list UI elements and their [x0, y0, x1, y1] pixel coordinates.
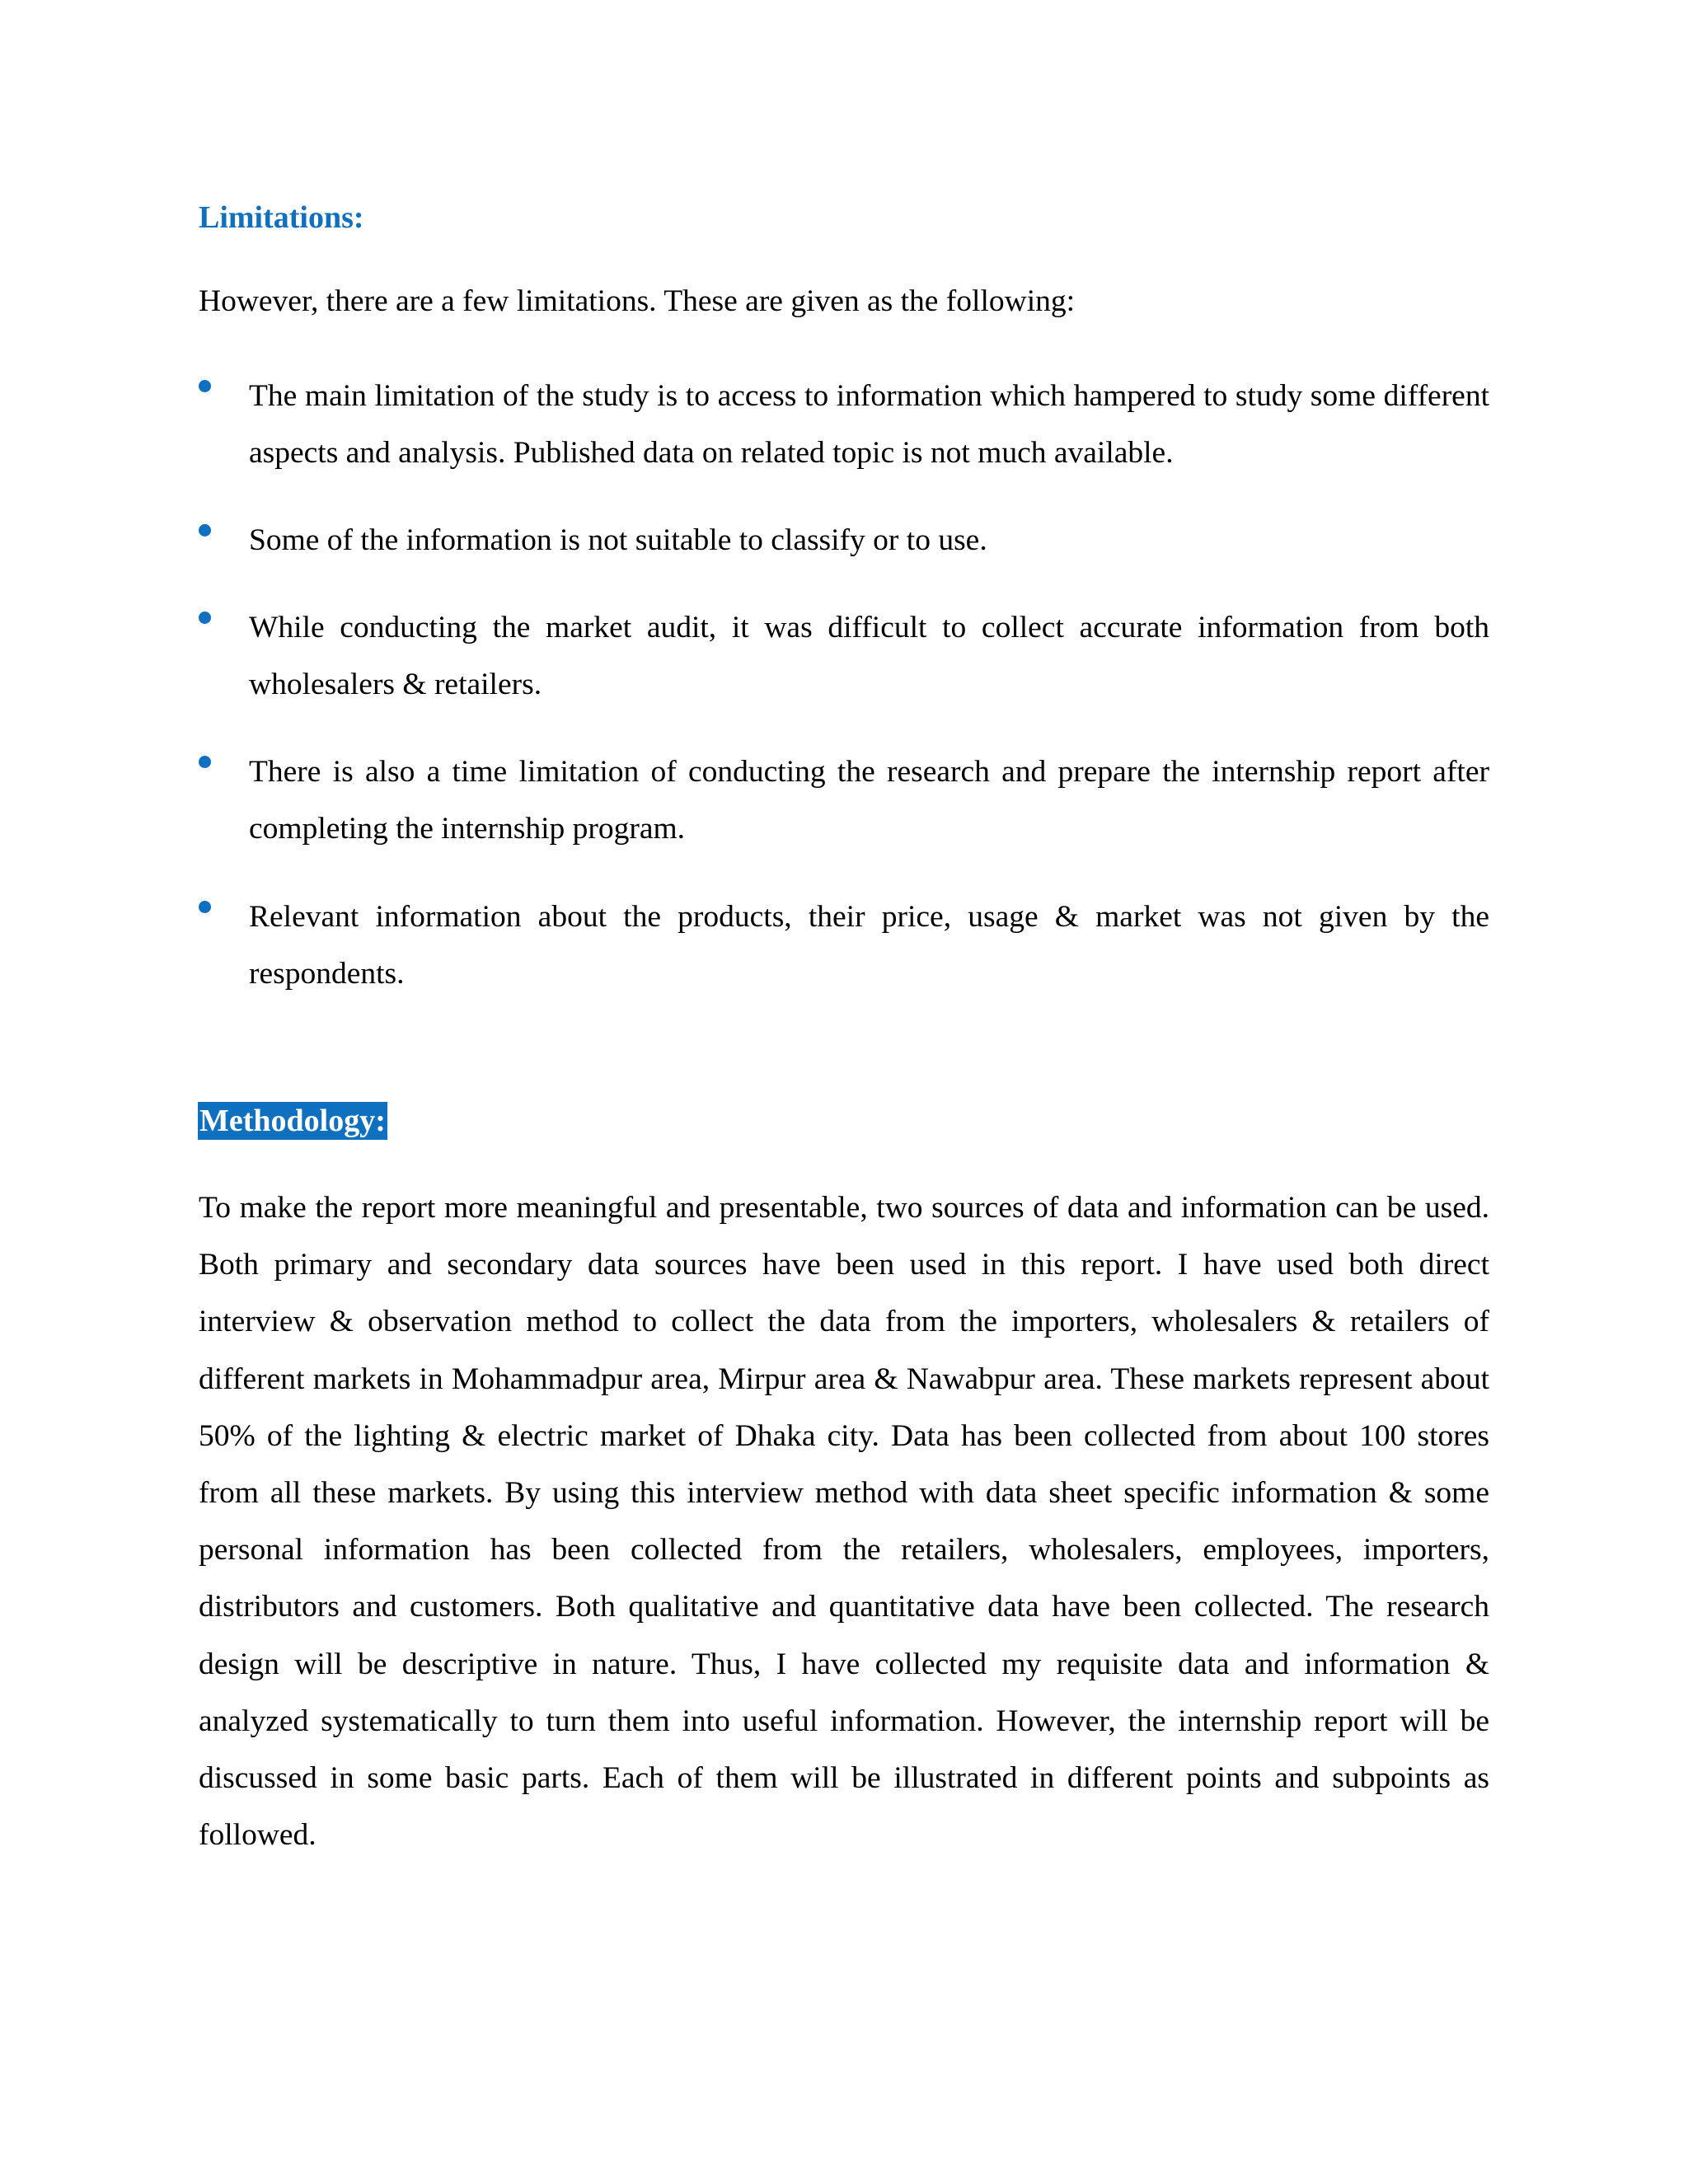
limitations-heading: Limitations: — [199, 200, 364, 235]
bullet-icon — [199, 612, 211, 624]
list-item-text: There is also a time limitation of conducting the research and prepare the internship report after completing the internship program. — [249, 755, 1489, 846]
methodology-paragraph: To make the report more meaningful and presentable, two sources of data and information can be used. Both primary and secondary data sources have been used in this report. I have used both direct interview & observation method to collect the data from the importers, wholesalers & retailers of different markets in Mohammadpur area, Mirpur area & Nawabpur area. These markets represent about 50% of the lighting & electric market of Dhaka city. Data has been collected from about 100 stores from all these markets. By using this interview method with data sheet specific information & some personal information has been collected from the retailers, wholesalers, employees, importers, distributors and customers. Both qualitative and quantitative data have been collected. The research design will be descriptive in nature. Thus, I have collected my requisite data and information & analyzed systematically to turn them into useful information. However, the internship report will be discussed in some basic parts. Each of them will be illustrated in different points and subpoints as followed. — [199, 1191, 1489, 1853]
list-item-text: Some of the information is not suitable to classify or to use. — [249, 523, 987, 557]
bullet-icon — [199, 380, 211, 392]
bullet-icon — [199, 901, 211, 913]
bullet-icon — [199, 524, 211, 537]
bullet-icon — [199, 756, 211, 768]
list-item-text: Relevant information about the products, their price, usage & market was not given by the respondents. — [249, 900, 1489, 991]
list-item-text: While conducting the market audit, it was difficult to collect accurate information from both wholesalers & retailers. — [249, 611, 1489, 701]
list-item-text: The main limitation of the study is to access to information which hampered to study some different aspects and analysis. Published data on related topic is not much available. — [249, 379, 1489, 470]
limitations-intro: However, there are a few limitations. These are given as the following: — [199, 284, 1076, 318]
methodology-heading: Methodology: — [199, 1104, 386, 1138]
